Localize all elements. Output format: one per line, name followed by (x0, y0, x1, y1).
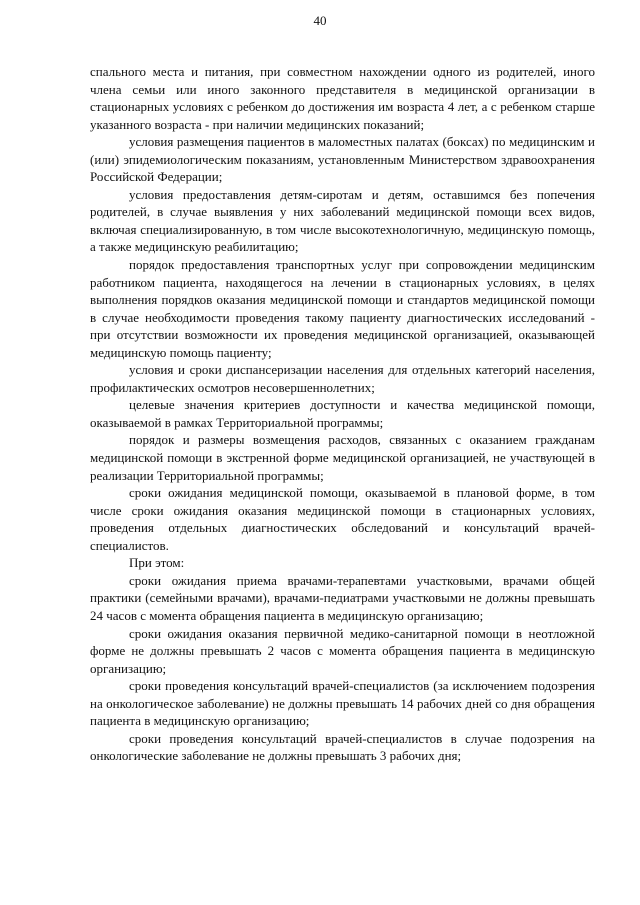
paragraph: При этом: (129, 555, 185, 571)
body-text (90, 63, 595, 765)
paragraph: сроки ожидания медицинской помощи, оказываемой в плановой форме, в том числе сроки ожидания оказания медицинской помощи в стационарных условиях, проведения отдельных диагностических обследований и консультаций врачей-специалистов. (90, 485, 595, 553)
paragraph: сроки проведения консультаций врачей-специалистов (за исключением подозрения на онкологическое заболевание) не должны превышать 14 рабочих дней со дня обращения пациента в медицинскую организацию; (90, 678, 595, 729)
page-number: 40 (313, 13, 327, 28)
paragraph: порядок и размеры возмещения расходов, связанных с оказанием гражданам медицинской помощи в экстренной форме медицинской организацией, не участвующей в реализации Территориальной программы; (90, 432, 595, 483)
paragraph: условия предоставления детям-сиротам и детям, оставшимся без попечения родителей, в случае выявления у них заболеваний медицинской помощи всех видов, включая специализированную, в том числе высокотехнологичную, медицинскую помощь, а также медицинскую реабилитацию; (90, 186, 595, 255)
paragraph: сроки ожидания оказания первичной медико-санитарной помощи в неотложной форме не должны превышать 2 часов с момента обращения пациента в медицинскую организацию; (90, 625, 595, 676)
paragraph: спального места и питания, при совместном нахождении одного из родителей, иного члена семьи или иного законного представителя в медицинской организации в стационарных условиях с ребенком до достижения им возраста 4 лет, а с ребенком старше указанного возраста - при наличии медицинских показаний; (90, 64, 595, 132)
paragraph: условия размещения пациентов в маломестных палатах (боксах) по медицинским и (или) эпидемиологическим показаниям, установленным Министерством здравоохранения Российской Федерации; (90, 134, 595, 185)
paragraph: сроки ожидания приема врачами-терапевтами участковыми, врачами общей практики (семейными врачами), врачами-педиатрами участковыми не должны превышать 24 часов с момента обращения пациента в медицинскую организацию; (90, 572, 595, 623)
paragraph: целевые значения критериев доступности и качества медицинской помощи, оказываемой в рамках Территориальной программы; (90, 397, 595, 430)
paragraph: сроки проведения консультаций врачей-специалистов в случае подозрения на онкологические заболевание не должны превышать 3 рабочих дня; (90, 730, 595, 764)
paragraph: условия и сроки диспансеризации населения для отдельных категорий населения, профилактических осмотров несовершеннолетних; (90, 362, 595, 395)
paragraph: порядок предоставления транспортных услуг при сопровождении медицинским работником пациента, находящегося на лечении в стационарных условиях, в целях выполнения порядков оказания медицинской помощи и стандартов медицинской помощи в случае необходимости проведения такому пациенту диагностических исследований - при отсутствии возможности их проведения медицинской организацией, оказывающей медицинскую помощь пациенту; (90, 257, 595, 360)
